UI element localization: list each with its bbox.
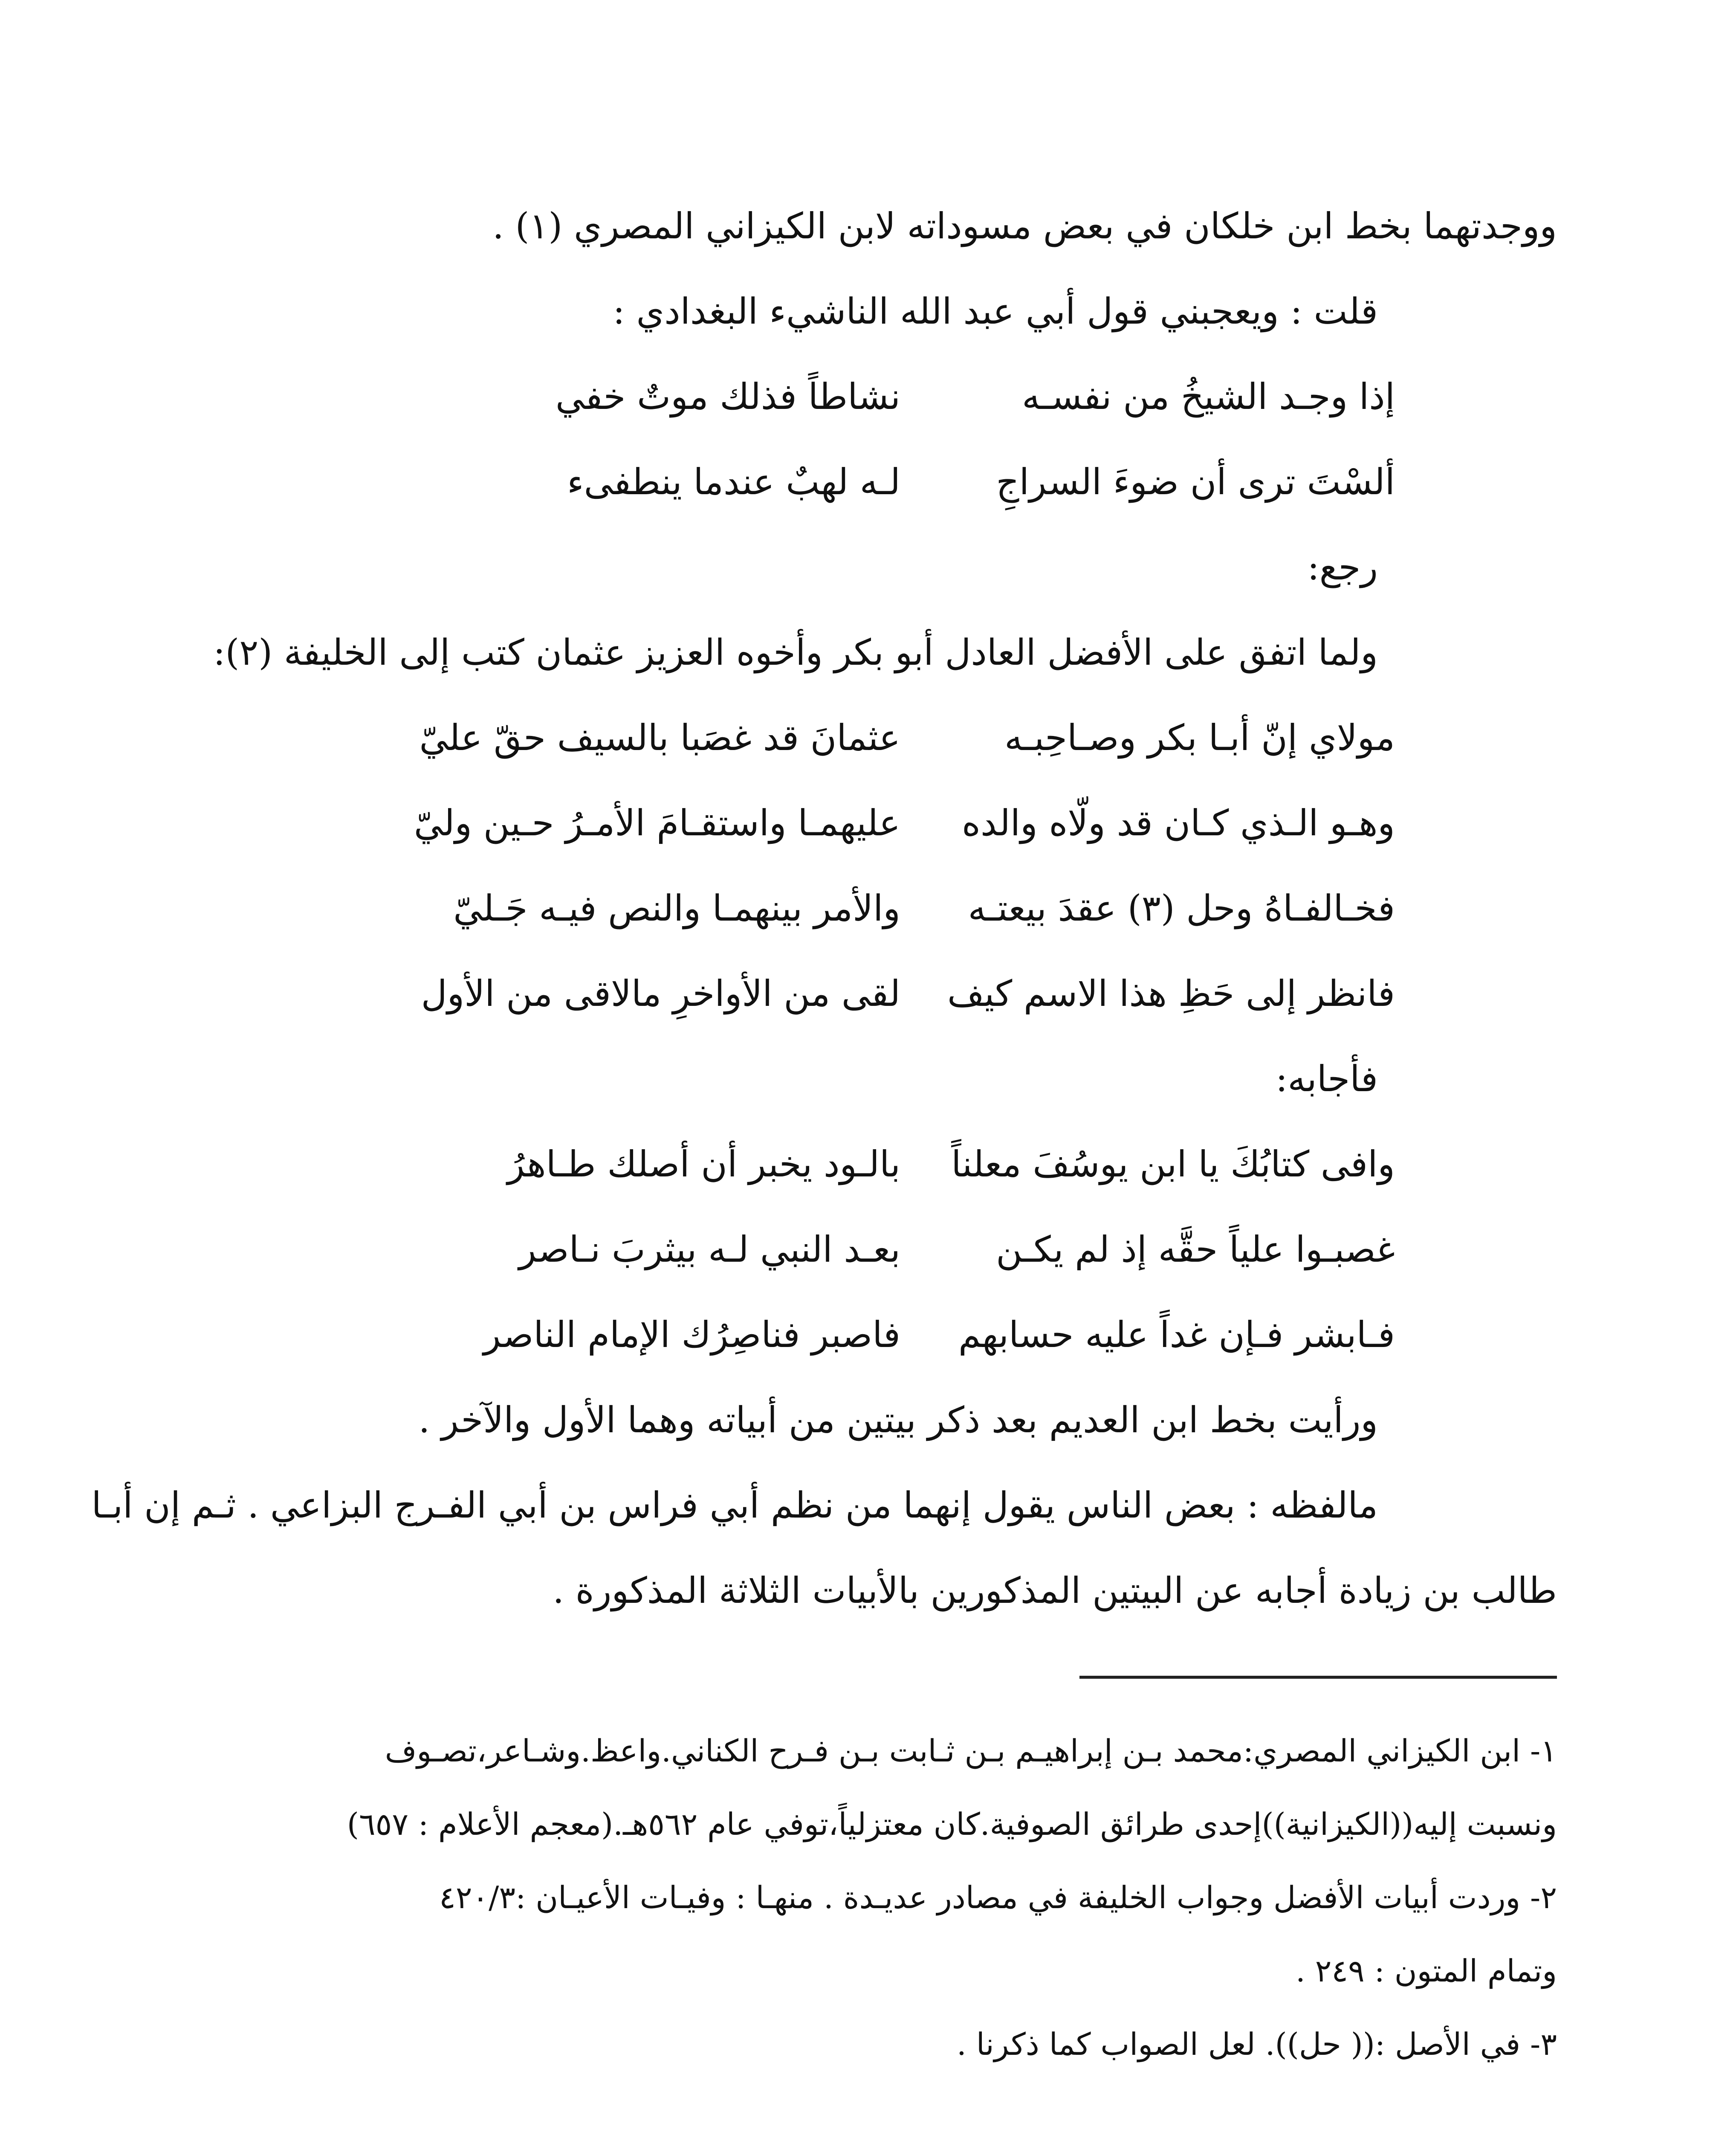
- verse-line: [264, 1292, 1557, 1377]
- verse-second-hemistich: عثمانَ قد غصَبا بالسيف حقّ عليّ: [419, 717, 900, 759]
- main-text: [91, 183, 1557, 1633]
- verse-line: [264, 951, 1557, 1036]
- verse-first-hemistich: وهـو الـذي كـان قد ولّاه والده: [962, 802, 1395, 844]
- verse-line: [264, 439, 1557, 524]
- footnote-line: ٢- وردت أبيات الأفضل وجواب الخليفة في مصادر عديـدة . منهـا : وفيـات الأعيـان :٤٢٠/٣: [439, 1880, 1557, 1915]
- text-line: ورأيت بخط ابن العديم بعد ذكر بيتين من أبياته وهما الأول والآخر .: [418, 1399, 1378, 1441]
- verse-line: [264, 1121, 1557, 1207]
- verse-first-hemistich: ألسْتَ ترى أن ضوءَ السراجِ: [996, 461, 1395, 503]
- verse-second-hemistich: بالـود يخبر أن أصلك طـاهرُ: [507, 1143, 900, 1185]
- text-line: رجع:: [1307, 546, 1378, 588]
- text-line: قلت : ويعجبني قول أبي عبد الله الناشيء البغدادي :: [613, 290, 1378, 332]
- verse-second-hemistich: فاصبر فناصِرُك الإمام الناصر: [483, 1314, 900, 1356]
- verse-line: [264, 780, 1557, 866]
- verse-first-hemistich: مولاي إنّ أبـا بكر وصـاحِبـه: [1004, 717, 1395, 759]
- verse-first-hemistich: فانظر إلى حَظِ هذا الاسم كيف: [947, 973, 1395, 1014]
- verse-second-hemistich: عليهمـا واستقـامَ الأمـرُ حـين وليّ: [414, 802, 900, 844]
- footnote-separator: [1079, 1676, 1557, 1679]
- verse-line: [264, 866, 1557, 951]
- verse-second-hemistich: والأمر بينهمـا والنص فيـه جَـليّ: [453, 887, 900, 929]
- text-line: ووجدتهما بخط ابن خلكان في بعض مسوداته لابن الكيزاني المصري (١) .: [492, 205, 1557, 247]
- footnote-line: ١- ابن الكيزاني المصري:محمد بـن إبراهيـم بـن ثـابت بـن فـرح الكناني.واعظ.وشـاعر،تصـوف: [385, 1733, 1557, 1769]
- verse-first-hemistich: إذا وجـد الشيخُ من نفسـه: [1022, 376, 1395, 417]
- text-line: مالفظه : بعض الناس يقول إنهما من نظم أبي فراس بن أبي الفـرج البزاعي . ثـم إن أبـا: [91, 1484, 1378, 1526]
- verse-first-hemistich: غصبـوا علياً حقَّه إذ لم يكـن: [996, 1228, 1395, 1270]
- verse-second-hemistich: نشاطاً فذلك موتٌ خفي: [556, 376, 900, 417]
- verse-line: [264, 1207, 1557, 1292]
- verse-second-hemistich: لقى من الأواخرِ مالاقى من الأول: [421, 973, 900, 1014]
- text-line: طالب بن زيادة أجابه عن البيتين المذكورين بالأبيات الثلاثة المذكورة .: [553, 1570, 1557, 1611]
- verse-second-hemistich: لـه لهبٌ عندما ينطفىء: [567, 461, 900, 503]
- verse-line: [264, 695, 1557, 780]
- verse-first-hemistich: فـابشر فـإن غداً عليه حسابهم: [958, 1314, 1395, 1356]
- footnote-line: وتمام المتون : ٢٤٩ .: [1295, 1953, 1557, 1989]
- text-line: ولما اتفق على الأفضل العادل أبو بكر وأخوه العزيز عثمان كتب إلى الخليفة (٢):: [213, 631, 1378, 673]
- footnotes: [239, 1714, 1557, 2081]
- verse-second-hemistich: بعـد النبي لـه بيثربَ نـاصر: [518, 1228, 900, 1270]
- verse-line: [264, 354, 1557, 439]
- verse-first-hemistich: وافى كتابُكَ يا ابن يوسُفَ معلناً: [951, 1143, 1395, 1185]
- text-line: فأجابه:: [1276, 1058, 1378, 1100]
- footnote-line: ونسبت إليه((الكيزانية))إحدى طرائق الصوفية.كان معتزلياً،توفي عام ٥٦٢هـ.(معجم الأعلام : ٦٥٧): [347, 1806, 1557, 1842]
- footnote-line: ٣- في الأصل :(( حل)). لعل الصواب كما ذكرنا .: [956, 2026, 1557, 2062]
- verse-first-hemistich: فخـالفـاهُ وحل (٣) عقدَ بيعتـه: [968, 887, 1395, 929]
